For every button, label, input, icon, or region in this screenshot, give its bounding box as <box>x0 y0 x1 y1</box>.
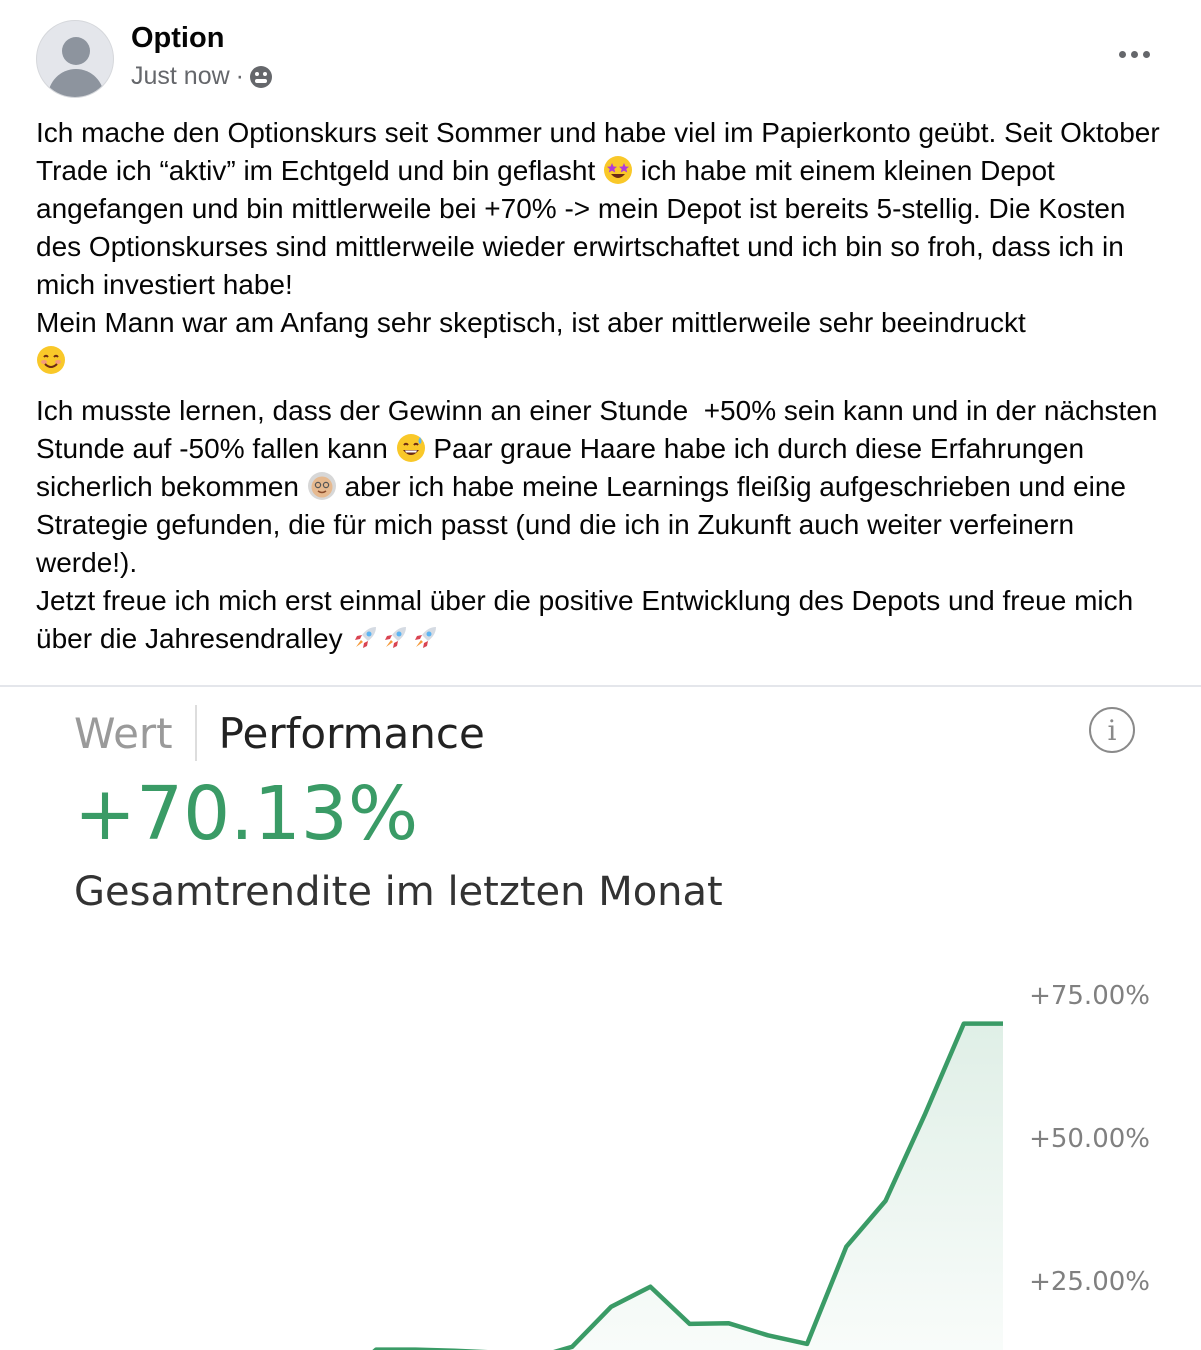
y-tick-label: +25.00% <box>1029 1267 1150 1297</box>
meta-separator: · <box>235 62 244 90</box>
rocket-emoji <box>380 623 410 653</box>
paragraph-1 <box>36 114 1176 304</box>
avatar-head <box>62 37 90 65</box>
avatar-body <box>48 69 104 98</box>
post-meta <box>131 62 272 91</box>
grinning-sweat-emoji <box>396 433 426 463</box>
tab-wert[interactable]: Wert <box>74 708 173 758</box>
text-segment: aber ich habe meine Learnings fleißig aufgeschrieben und eine Strategie gefunden, die für mich passt (und die ich in Zukunft auch weiter verfeinern werde!). <box>36 471 1134 578</box>
performance-value: +70.13% <box>74 771 419 857</box>
paragraph-3 <box>36 392 1176 658</box>
y-tick-label: +75.00% <box>1029 981 1150 1011</box>
post-image[interactable] <box>0 687 1201 1350</box>
paragraph-2 <box>36 304 1176 380</box>
text-segment: Paar graue Haare habe ich durch diese Erfahrungen sicherlich bekommen <box>36 433 1092 502</box>
more-dot <box>1131 51 1138 58</box>
friends-icon[interactable] <box>250 66 272 88</box>
text-segment: Mein Mann war am Anfang sehr skeptisch, ist aber mittlerweile sehr beeindruckt <box>36 307 1026 338</box>
more-dot <box>1143 51 1150 58</box>
text-segment: ich habe mit einem kleinen Depot angefangen und bin mittlerweile bei +70% -> mein Depot ist bereits 5-stellig. Die Kosten des Optionskurses sind mittlerweile wieder erwirtschaftet und ich bin so froh, dass ich in mich investiert habe! <box>36 155 1134 300</box>
y-tick-label: +50.00% <box>1029 1124 1150 1154</box>
rocket-emoji <box>410 623 440 653</box>
rocket-emoji <box>350 623 380 653</box>
post-text <box>36 114 1176 658</box>
older-person-emoji <box>307 471 337 501</box>
more-options-button[interactable] <box>1110 38 1158 70</box>
avatar[interactable] <box>36 20 114 98</box>
post-timestamp[interactable]: Just now <box>131 62 230 90</box>
star-struck-emoji <box>603 155 633 185</box>
text-segment: Ich mache den Optionskurs seit Sommer und habe viel im Papierkonto geübt. Seit Oktober Trade ich “aktiv” im Echtgeld und bin geflasht <box>36 117 1167 186</box>
text-segment: Jetzt freue ich mich erst einmal über die positive Entwicklung des Depots und freue mich über die Jahresendralley <box>36 585 1141 654</box>
chart-area <box>337 1024 1003 1350</box>
text-segment: Ich musste lernen, dass der Gewinn an einer Stunde +50% sein kann und in der nächsten Stunde auf -50% fallen kann <box>36 395 1166 464</box>
performance-label: Gesamtrendite im letzten Monat <box>74 869 723 915</box>
smiling-face-emoji <box>36 345 66 375</box>
performance-chart <box>0 687 1201 1350</box>
author-name[interactable]: Option <box>131 22 225 54</box>
info-glyph: i <box>1107 713 1117 747</box>
more-dot <box>1119 51 1126 58</box>
tab-performance[interactable]: Performance <box>218 708 485 758</box>
